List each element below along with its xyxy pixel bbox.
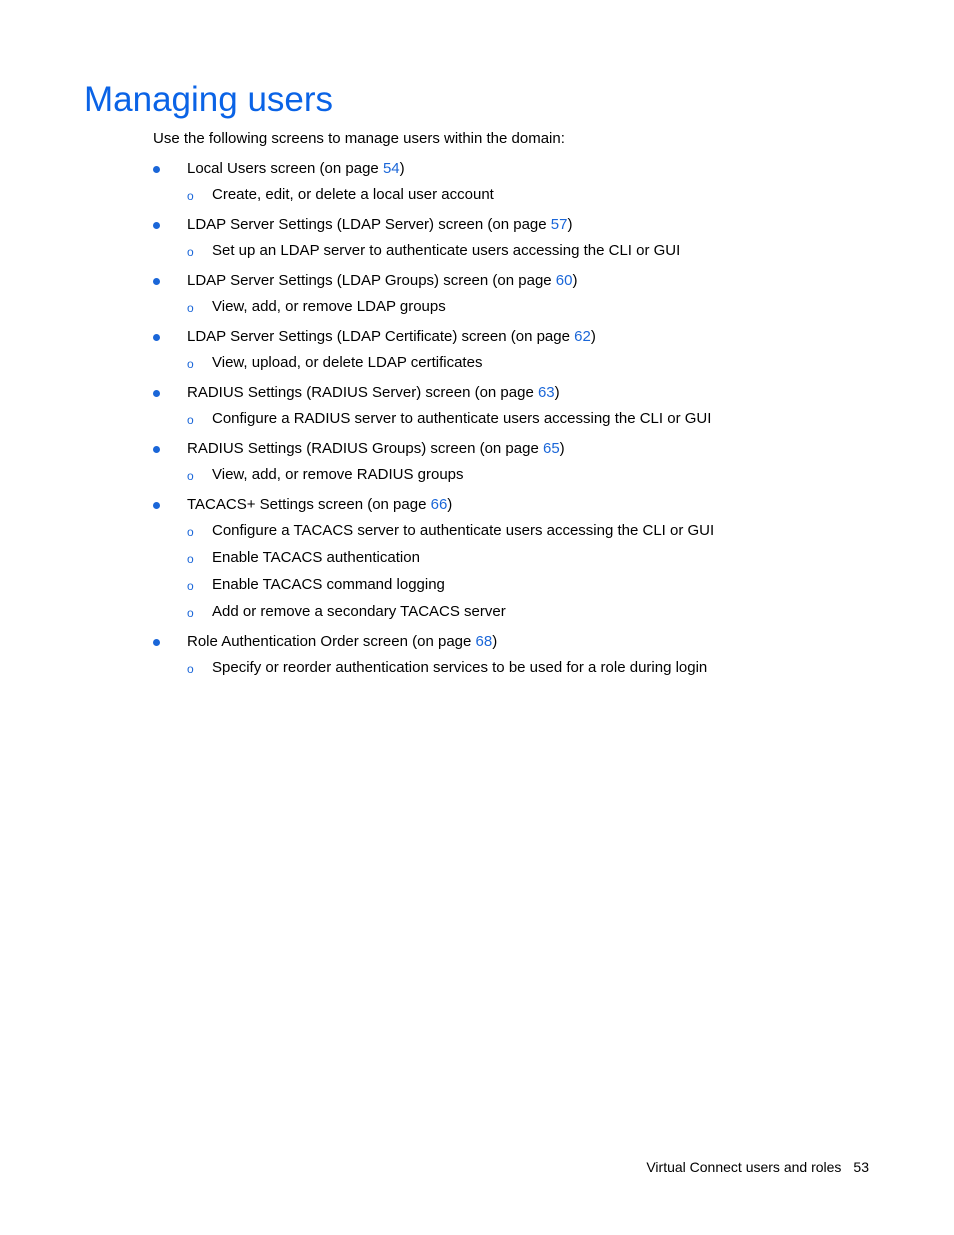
bullet-icon bbox=[153, 446, 160, 453]
sub-list-item: o Add or remove a secondary TACACS server bbox=[187, 602, 853, 622]
page-link-60[interactable]: 60 bbox=[555, 272, 573, 289]
list-item-ldap-server bbox=[153, 215, 853, 261]
sub-list-item: o View, upload, or delete LDAP certificates bbox=[187, 353, 853, 373]
sub-list-item: o Configure a RADIUS server to authenticate users accessing the CLI or GUI bbox=[187, 409, 853, 429]
circle-bullet-icon: o bbox=[187, 469, 194, 483]
list-item-text: LDAP Server Settings (LDAP Certificate) screen (on page 62) bbox=[187, 328, 596, 345]
sub-list bbox=[187, 241, 853, 261]
sub-list-item: o Set up an LDAP server to authenticate users accessing the CLI or GUI bbox=[187, 241, 853, 261]
page-link-66[interactable]: 66 bbox=[430, 496, 448, 513]
sub-list-item: o Specify or reorder authentication services to be used for a role during login bbox=[187, 658, 853, 678]
page-link-62[interactable]: 62 bbox=[574, 328, 591, 345]
list-item-text: RADIUS Settings (RADIUS Server) screen (on page 63) bbox=[187, 384, 560, 401]
list-item-role-authentication-order bbox=[153, 632, 853, 678]
list-item-tacacs-settings bbox=[153, 495, 853, 622]
list-item-text: Role Authentication Order screen (on page 68) bbox=[187, 633, 498, 650]
bullet-icon bbox=[153, 502, 160, 509]
list-item-ldap-certificate bbox=[153, 327, 853, 373]
sub-list bbox=[187, 353, 853, 373]
sub-list bbox=[187, 297, 853, 317]
list-item-text: TACACS+ Settings screen (on page 66) bbox=[187, 496, 453, 513]
bullet-icon bbox=[153, 166, 160, 173]
sub-list-item: o Enable TACACS command logging bbox=[187, 575, 853, 595]
page-link-57[interactable]: 57 bbox=[550, 216, 568, 233]
sub-list bbox=[187, 185, 853, 205]
circle-bullet-icon: o bbox=[187, 357, 194, 371]
sub-list-item: o Enable TACACS authentication bbox=[187, 548, 853, 568]
circle-bullet-icon: o bbox=[187, 301, 194, 315]
page-title: Managing users bbox=[84, 80, 334, 119]
sub-list-item: o Configure a TACACS server to authenticate users accessing the CLI or GUI bbox=[187, 521, 853, 541]
page-link-54[interactable]: 54 bbox=[382, 160, 400, 177]
list-item-ldap-groups bbox=[153, 271, 853, 317]
circle-bullet-icon: o bbox=[187, 552, 194, 566]
list-item-local-users bbox=[153, 159, 853, 205]
bullet-icon bbox=[153, 334, 160, 341]
circle-bullet-icon: o bbox=[187, 662, 194, 676]
page-link-65[interactable]: 65 bbox=[542, 440, 560, 457]
list-item-radius-groups bbox=[153, 439, 853, 485]
sub-list bbox=[187, 521, 853, 622]
footer-page-number: 53 bbox=[853, 1159, 869, 1175]
footer-section-title: Virtual Connect users and roles bbox=[646, 1159, 842, 1175]
sub-list bbox=[187, 409, 853, 429]
list-item-text: RADIUS Settings (RADIUS Groups) screen (on page 65) bbox=[187, 440, 565, 457]
list-item-text: Local Users screen (on page 54) bbox=[187, 160, 405, 177]
sub-list-item: o View, add, or remove LDAP groups bbox=[187, 297, 853, 317]
circle-bullet-icon: o bbox=[187, 245, 194, 259]
page-footer bbox=[646, 1158, 869, 1176]
circle-bullet-icon: o bbox=[187, 413, 194, 427]
list-item-radius-server bbox=[153, 383, 853, 429]
sub-list bbox=[187, 465, 853, 485]
page-link-68[interactable]: 68 bbox=[475, 633, 493, 650]
bullet-icon bbox=[153, 639, 160, 646]
sub-list-item: o Create, edit, or delete a local user account bbox=[187, 185, 853, 205]
intro-text: Use the following screens to manage users within the domain: bbox=[153, 130, 565, 147]
page-link-63[interactable]: 63 bbox=[537, 384, 555, 401]
bullet-icon bbox=[153, 222, 160, 229]
screens-list bbox=[153, 159, 853, 688]
list-item-text: LDAP Server Settings (LDAP Server) screen (on page 57) bbox=[187, 216, 573, 233]
circle-bullet-icon: o bbox=[187, 525, 194, 539]
circle-bullet-icon: o bbox=[187, 606, 194, 620]
bullet-icon bbox=[153, 390, 160, 397]
circle-bullet-icon: o bbox=[187, 189, 194, 203]
bullet-icon bbox=[153, 278, 160, 285]
sub-list bbox=[187, 658, 853, 678]
sub-list-item: o View, add, or remove RADIUS groups bbox=[187, 465, 853, 485]
list-item-text: LDAP Server Settings (LDAP Groups) screen (on page 60) bbox=[187, 272, 578, 289]
circle-bullet-icon: o bbox=[187, 579, 194, 593]
